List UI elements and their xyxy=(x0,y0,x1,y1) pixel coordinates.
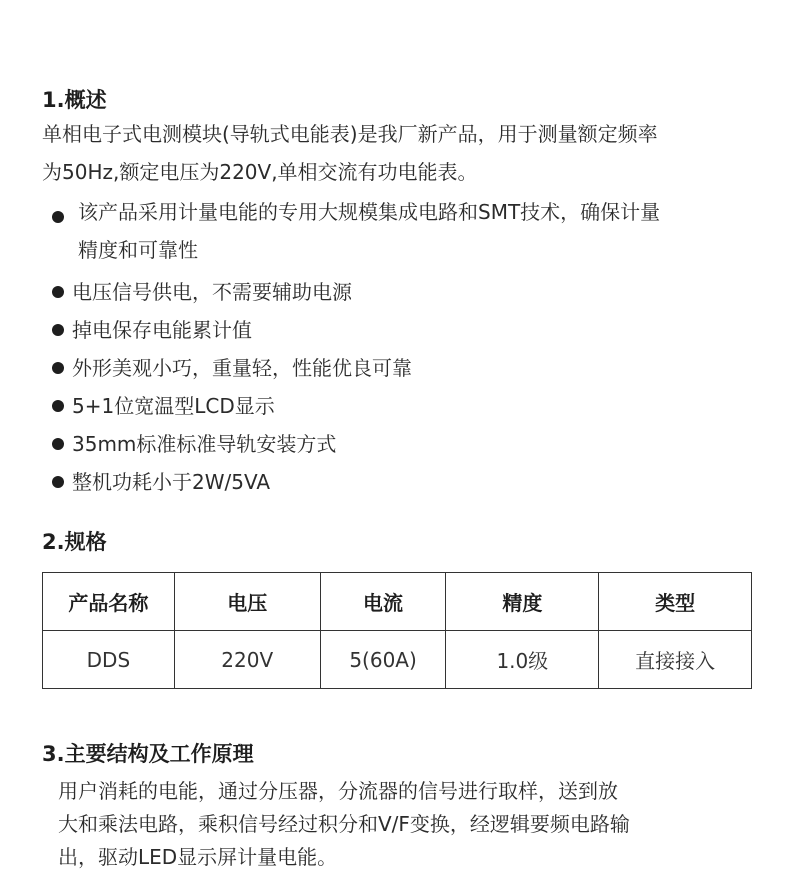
table-header: 类型 xyxy=(599,573,752,631)
bullet-icon xyxy=(52,476,64,488)
table-header: 电流 xyxy=(320,573,446,631)
paragraph-line: 出，驱动LED显示屏计量电能。 xyxy=(58,845,338,869)
bullet-icon xyxy=(52,286,64,298)
intro-line: 单相电子式电测模块(导轨式电能表)是我厂新产品，用于测量额定频率 xyxy=(42,122,658,146)
table-cell: 5(60A) xyxy=(320,631,446,689)
intro-paragraph xyxy=(42,115,752,191)
feature-text: 该产品采用计量电能的专用大规模集成电路和SMT技术，确保计量 xyxy=(78,200,661,224)
feature-text: 35mm标准标准导轨安装方式 xyxy=(72,432,337,456)
paragraph-line: 用户消耗的电能，通过分压器，分流器的信号进行取样，送到放 xyxy=(58,779,618,803)
table-header: 产品名称 xyxy=(43,573,175,631)
bullet-icon xyxy=(52,211,64,223)
table-header: 电压 xyxy=(174,573,320,631)
section3-paragraph xyxy=(58,775,748,874)
table-header: 精度 xyxy=(446,573,599,631)
bullet-icon xyxy=(52,438,64,450)
feature-text: 5+1位宽温型LCD显示 xyxy=(72,394,275,418)
table-cell: 1.0级 xyxy=(446,631,599,689)
feature-text: 掉电保存电能累计值 xyxy=(72,318,252,342)
table-cell: 直接接入 xyxy=(599,631,752,689)
spec-table xyxy=(42,572,752,689)
bullet-icon xyxy=(52,362,64,374)
section3-heading: 3.主要结构及工作原理 xyxy=(42,742,254,766)
feature-text: 电压信号供电，不需要辅助电源 xyxy=(72,280,352,304)
feature-text: 整机功耗小于2W/5VA xyxy=(72,470,271,494)
table-cell: DDS xyxy=(43,631,175,689)
feature-text: 精度和可靠性 xyxy=(78,238,198,262)
bullet-icon xyxy=(52,324,64,336)
table-row xyxy=(43,631,752,689)
section2-heading: 2.规格 xyxy=(42,530,107,554)
intro-line: 为50Hz,额定电压为220V,单相交流有功电能表。 xyxy=(42,160,478,184)
table-cell: 220V xyxy=(174,631,320,689)
bullet-icon xyxy=(52,400,64,412)
section1-heading: 1.概述 xyxy=(42,88,107,112)
table-header-row xyxy=(43,573,752,631)
paragraph-line: 大和乘法电路，乘积信号经过积分和V/F变换，经逻辑要频电路输 xyxy=(58,812,630,836)
feature-text: 外形美观小巧，重量轻，性能优良可靠 xyxy=(72,356,412,380)
